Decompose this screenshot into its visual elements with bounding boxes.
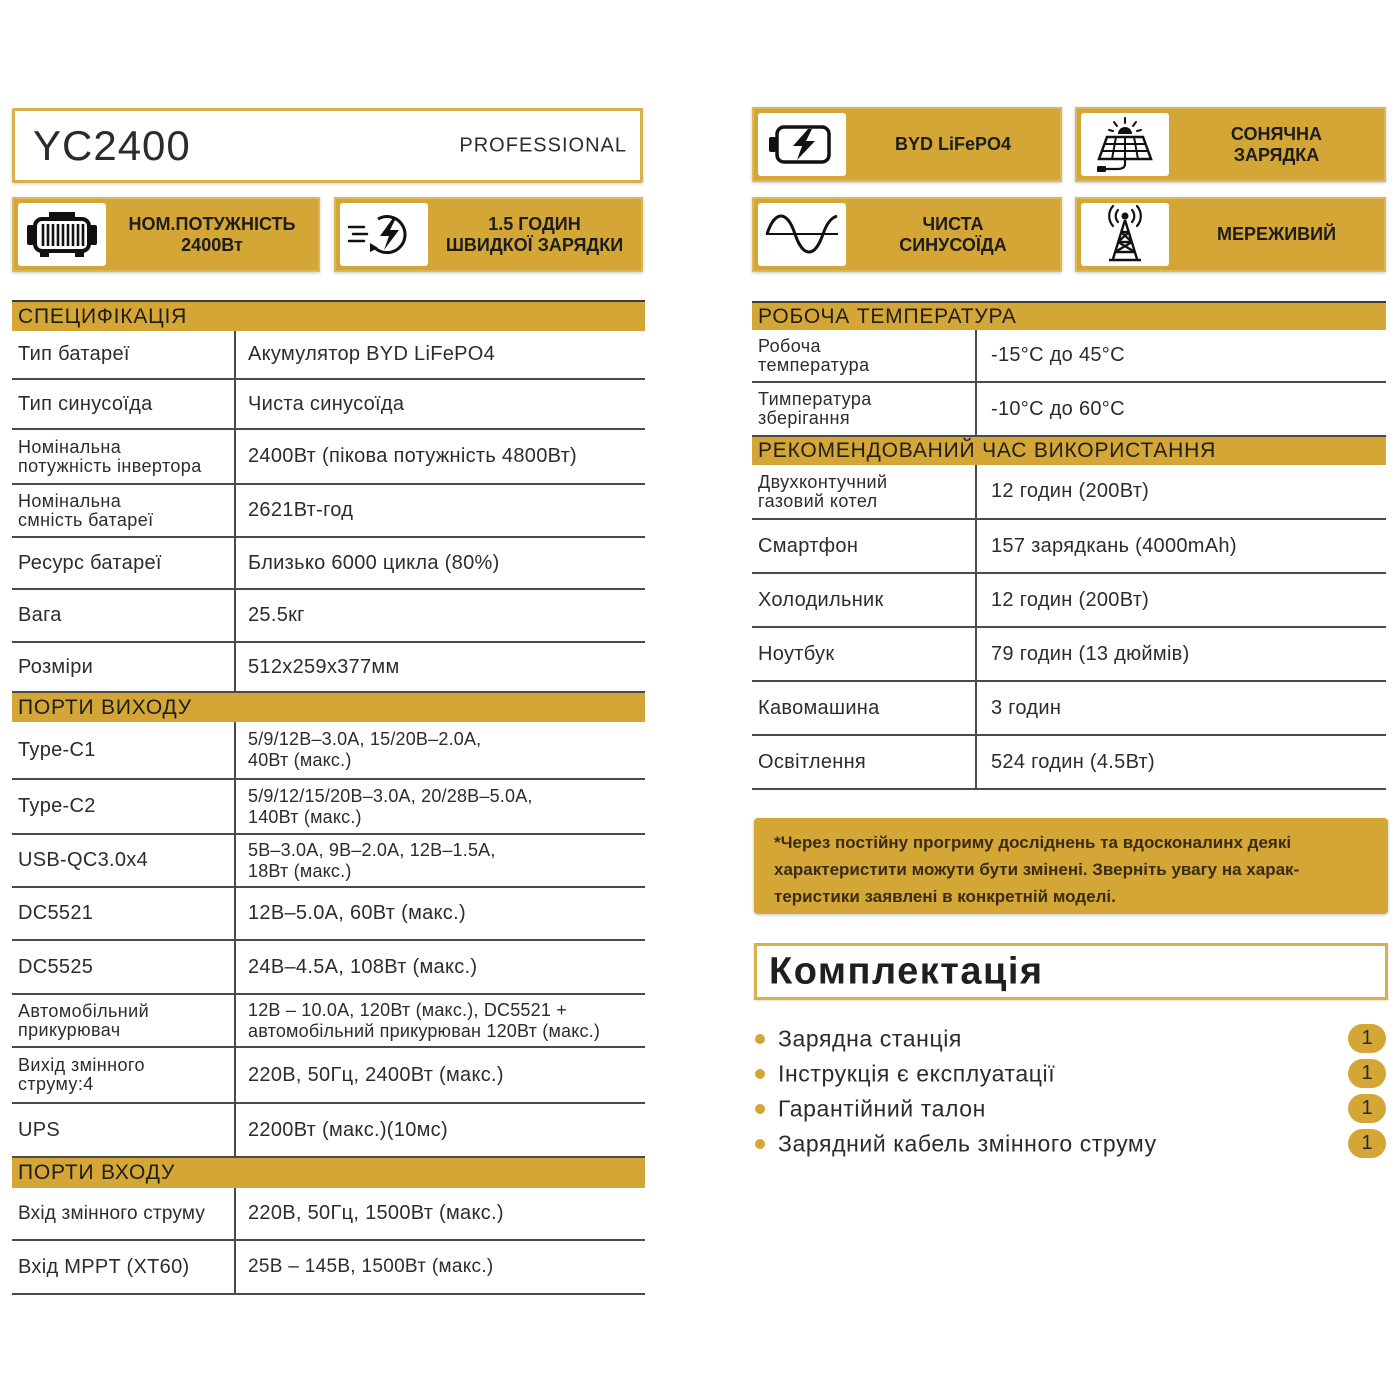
output-row — [12, 888, 645, 941]
spec-row — [12, 485, 645, 538]
spec-value: Близько 6000 цикла (80%) — [248, 551, 500, 574]
input-row — [12, 1241, 645, 1295]
usage-row — [752, 682, 1386, 736]
feature-grid — [1075, 197, 1386, 272]
feature-pure-sine — [752, 197, 1062, 272]
feature-rated-power — [12, 197, 320, 272]
output-row — [12, 835, 645, 888]
spec-label: Розміри — [12, 643, 236, 691]
bullet-dot-icon — [755, 1034, 765, 1044]
spec-value: Чиста синусоїда — [248, 392, 405, 415]
package-item-name: Зарядна станція — [778, 1025, 962, 1051]
usage-value: 12 годин (200Вт) — [991, 480, 1150, 502]
feature-fast-charge — [334, 197, 643, 272]
spec-value: 512x259x377мм — [248, 655, 400, 678]
temperature-row — [752, 383, 1386, 437]
output-label: DC5525 — [12, 941, 236, 993]
temperature-value: -10°C до 60°C — [991, 397, 1125, 420]
output-row — [12, 780, 645, 835]
output-label: Type-C2 — [12, 780, 236, 833]
feature-battery-type — [752, 107, 1062, 182]
temperature-label: Робоча температура — [752, 330, 977, 381]
feature-label: BYD LiFePO4 — [894, 134, 1012, 154]
quantity-badge: 1 — [1348, 1094, 1386, 1123]
section-header-outputs: ПОРТИ ВИХОДУ — [12, 693, 645, 722]
spec-label: Ресурс батареї — [12, 538, 236, 588]
temperature-row — [752, 330, 1386, 383]
usage-table — [752, 301, 1386, 790]
output-row — [12, 995, 645, 1048]
output-row — [12, 941, 645, 995]
usage-label: Холодильник — [752, 574, 977, 626]
motor-icon — [18, 203, 106, 266]
usage-label: Смартфон — [752, 520, 977, 572]
package-item-name: Інструкція є експлуатації — [778, 1060, 1056, 1086]
bullet-dot-icon — [755, 1139, 765, 1149]
usage-row — [752, 574, 1386, 628]
section-header-temperature: РОБОЧА ТЕМПЕРАТУРА — [752, 301, 1386, 330]
feature-label: НОМ.ПОТУЖНІСТЬ 2400Вт — [128, 213, 296, 255]
usage-label: Кавомашина — [752, 682, 977, 734]
input-row — [12, 1188, 645, 1241]
list-item — [754, 1056, 1388, 1091]
spec-row — [12, 430, 645, 485]
spec-value: 25.5кг — [248, 604, 305, 626]
temperature-label: Тимпература зберігання — [752, 383, 977, 435]
output-value: 12В – 10.0А, 120Вт (макс.), DC5521 + автомобільний прикурюван 120Вт (макс.) — [248, 999, 601, 1041]
output-row — [12, 1104, 645, 1158]
spec-value: 2621Вт-год — [248, 499, 354, 521]
quantity-badge: 1 — [1348, 1129, 1386, 1158]
section-header-usage-time: РЕКОМЕНДОВАНИЙ ЧАС ВИКОРИСТАННЯ — [752, 437, 1386, 465]
usage-value: 524 годин (4.5Вт) — [991, 750, 1155, 773]
model-edition: PROFESSIONAL — [459, 134, 627, 156]
output-value: 2200Вт (макс.)(10мс) — [248, 1118, 448, 1141]
output-label: Вихід змінного струму:4 — [12, 1048, 236, 1102]
feature-label: СОНЯЧНА ЗАРЯДКА — [1230, 123, 1323, 165]
list-item — [754, 1091, 1388, 1126]
feature-label: 1.5 ГОДИН ШВИДКОЇ ЗАРЯДКИ — [445, 213, 624, 255]
output-value: 5В–3.0А, 9В–2.0А, 12В–1.5А, 18Вт (макс.) — [248, 839, 496, 881]
output-value: 5/9/12В–3.0А, 15/20В–2.0А, 40Вт (макс.) — [248, 729, 482, 770]
spec-row — [12, 331, 645, 380]
model-name: YC2400 — [33, 121, 191, 169]
package-item-name: Зарядний кабель змінного струму — [778, 1130, 1157, 1156]
input-label: Вхід MPPT (XT60) — [12, 1241, 236, 1293]
package-item-name: Гарантійний талон — [778, 1095, 986, 1121]
output-label: Type-C1 — [12, 722, 236, 778]
bullet-dot-icon — [755, 1104, 765, 1114]
battery-bolt-icon — [758, 113, 846, 176]
package-title-box — [754, 943, 1388, 1000]
bullet-dot-icon — [755, 1069, 765, 1079]
spec-value: Акумулятор BYD LiFePO4 — [248, 343, 496, 365]
disclaimer-note: *Через постійну прогриму досліднень та вдосконалинх деякі характеристити можути бути змінені. Зверніть увагу на харак- теристики заявлені в конкретній моделі. — [754, 818, 1388, 914]
spec-row — [12, 538, 645, 590]
list-item — [754, 1126, 1388, 1161]
package-list — [754, 1021, 1388, 1161]
feature-label: МЕРЕЖИВИЙ — [1216, 224, 1337, 244]
sine-wave-icon — [758, 203, 846, 266]
list-item — [754, 1021, 1388, 1056]
feature-solar-charging — [1075, 107, 1386, 182]
solar-panel-icon — [1081, 113, 1169, 176]
package-title: Комплектація — [769, 950, 1044, 992]
spec-label: Номінальна смність батареї — [12, 485, 236, 536]
usage-row — [752, 736, 1386, 790]
usage-label: Освітлення — [752, 736, 977, 788]
usage-row — [752, 520, 1386, 574]
output-value: 5/9/12/15/20В–3.0А, 20/28В–5.0А, 140Вт (макс.) — [248, 785, 533, 827]
temperature-value: -15°C до 45°C — [991, 344, 1125, 366]
usage-label: Двухконтучний газовий котел — [752, 465, 977, 518]
usage-value: 79 годин (13 дюймів) — [991, 642, 1190, 665]
section-header-inputs: ПОРТИ ВХОДУ — [12, 1158, 645, 1188]
model-title-box — [12, 108, 643, 183]
output-row — [12, 722, 645, 780]
output-label: DC5521 — [12, 888, 236, 939]
output-label: USB-QC3.0x4 — [12, 835, 236, 886]
output-value: 220В, 50Гц, 2400Вт (макс.) — [248, 1063, 504, 1086]
spec-label: Тип синусоїда — [12, 380, 236, 428]
input-value: 220В, 50Гц, 1500Вт (макс.) — [248, 1202, 504, 1224]
output-label: Автомобільний прикурювач — [12, 995, 236, 1046]
output-value: 24В–4.5А, 108Вт (макс.) — [248, 955, 478, 978]
spec-label: Вага — [12, 590, 236, 641]
usage-value: 3 годин — [991, 696, 1062, 719]
quantity-badge: 1 — [1348, 1059, 1386, 1088]
spec-table — [12, 300, 645, 1295]
input-value: 25В – 145В, 1500Вт (макс.) — [248, 1256, 494, 1277]
quantity-badge: 1 — [1348, 1024, 1386, 1053]
usage-row — [752, 465, 1386, 520]
spec-label: Тип батареї — [12, 331, 236, 378]
spec-row — [12, 590, 645, 643]
spec-label: Номінальна потужність інвертора — [12, 430, 236, 483]
spec-value: 2400Вт (пікова потужність 4800Вт) — [248, 445, 578, 467]
output-label: UPS — [12, 1104, 236, 1156]
usage-value: 12 годин (200Вт) — [991, 588, 1150, 611]
usage-row — [752, 628, 1386, 682]
usage-value: 157 зарядкань (4000mAh) — [991, 534, 1237, 557]
spec-row — [12, 380, 645, 430]
spec-row — [12, 643, 645, 693]
feature-label: ЧИСТА СИНУСОЇДА — [899, 213, 1007, 255]
radio-tower-icon — [1081, 203, 1169, 266]
section-header-specs: СПЕЦИФІКАЦІЯ — [12, 300, 645, 331]
usage-label: Ноутбук — [752, 628, 977, 680]
input-label: Вхід змінного струму — [12, 1188, 236, 1239]
fast-charge-icon — [340, 203, 428, 266]
output-row — [12, 1048, 645, 1104]
output-value: 12В–5.0А, 60Вт (макс.) — [248, 902, 466, 924]
